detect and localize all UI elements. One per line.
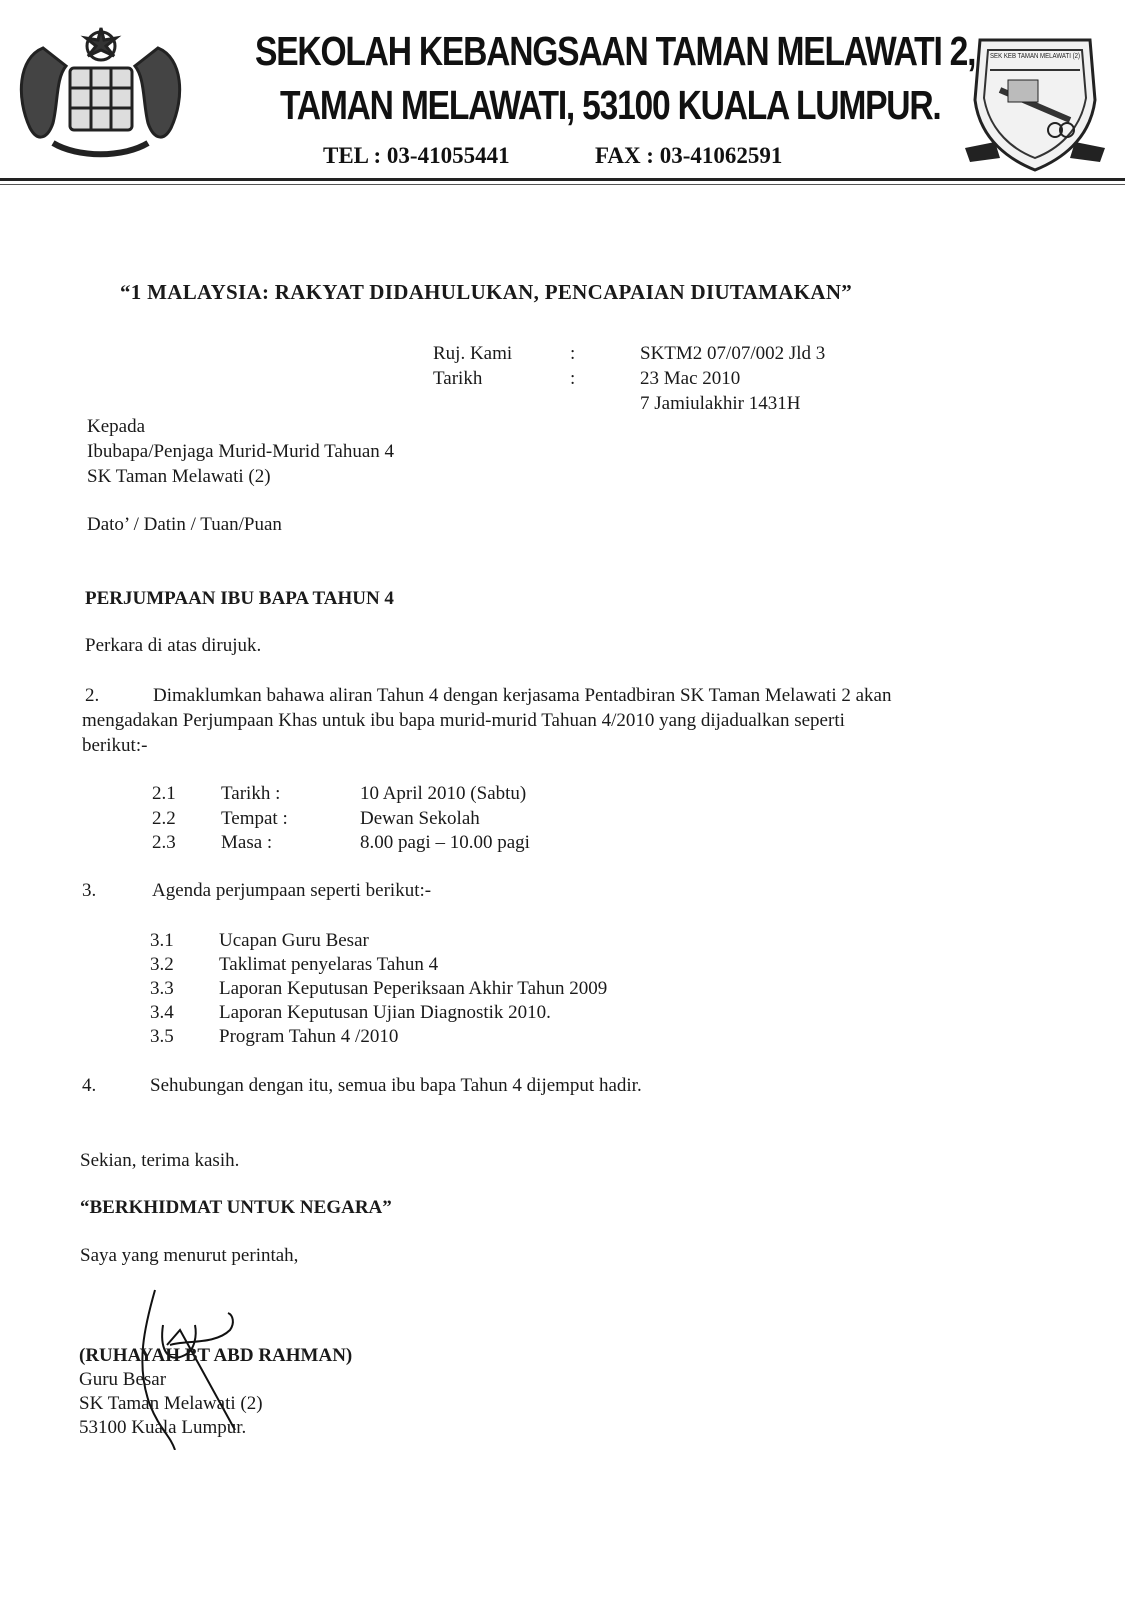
ref-label: Ruj. Kami (433, 343, 513, 364)
slogan: “1 MALAYSIA: RAKYAT DIDAHULUKAN, PENCAPAIAN DIUTAMAKAN” (120, 280, 853, 304)
agenda-number: 3.5 (150, 1026, 174, 1047)
date-value: 23 Mac 2010 (640, 368, 741, 389)
school-address: TAMAN MELAWATI, 53100 KUALA LUMPUR. (280, 82, 941, 128)
recipient-line: Ibubapa/Penjaga Murid-Murid Tahuan 4 (87, 441, 394, 462)
detail-number: 2.3 (152, 832, 176, 853)
letterhead-divider (0, 178, 1125, 181)
date-separator: : (570, 368, 576, 389)
agenda-item: Ucapan Guru Besar (219, 930, 369, 951)
para2-line: Dimaklumkan bahawa aliran Tahun 4 dengan kerjasama Pentadbiran SK Taman Melawati 2 akan (153, 685, 892, 706)
badge-text: SEK KEB TAMAN MELAWATI (2) (990, 53, 1080, 60)
letterhead-divider-thin (0, 184, 1125, 185)
para4-text: Sehubungan dengan itu, semua ibu bapa Tahun 4 dijemput hadir. (150, 1075, 642, 1096)
para2-number: 2. (85, 685, 100, 706)
agenda-number: 3.1 (150, 930, 174, 951)
agenda-item: Taklimat penyelaras Tahun 4 (219, 954, 439, 975)
agenda-number: 3.4 (150, 1002, 174, 1023)
sign-off: Saya yang menurut perintah, (80, 1245, 299, 1266)
recipient-label: Kepada (87, 416, 146, 437)
closing: Sekian, terima kasih. (80, 1150, 240, 1171)
detail-label: Tarikh : (221, 783, 281, 804)
signatory-title: Guru Besar (79, 1369, 167, 1390)
detail-value: Dewan Sekolah (360, 808, 480, 829)
ref-value: SKTM2 07/07/002 Jld 3 (640, 343, 826, 364)
para3-number: 3. (82, 880, 97, 901)
para2-line: berikut:- (82, 735, 148, 756)
opening-line: Perkara di atas dirujuk. (85, 635, 262, 656)
hijri-date: 7 Jamiulakhir 1431H (640, 393, 801, 414)
telephone-number: TEL : 03-41055441 (323, 143, 510, 168)
motto: “BERKHIDMAT UNTUK NEGARA” (80, 1197, 392, 1218)
school-name: SEKOLAH KEBANGSAAN TAMAN MELAWATI 2, (255, 28, 976, 74)
agenda-item: Laporan Keputusan Ujian Diagnostik 2010. (219, 1002, 551, 1023)
detail-number: 2.2 (152, 808, 176, 829)
school-badge-icon (960, 30, 1110, 180)
recipient-school: SK Taman Melawati (2) (87, 466, 271, 487)
fax-number: FAX : 03-41062591 (595, 143, 783, 168)
agenda-item: Program Tahun 4 /2010 (219, 1026, 399, 1047)
para4-number: 4. (82, 1075, 97, 1096)
detail-label: Masa : (221, 832, 273, 853)
detail-number: 2.1 (152, 783, 176, 804)
detail-label: Tempat : (221, 808, 288, 829)
detail-value: 8.00 pagi – 10.00 pagi (360, 832, 530, 853)
para3-text: Agenda perjumpaan seperti berikut:- (152, 880, 432, 901)
signatory-name: (RUHAYAH BT ABD RAHMAN) (79, 1345, 353, 1366)
malaysia-coat-of-arms-icon (8, 18, 193, 168)
agenda-number: 3.3 (150, 978, 174, 999)
date-label: Tarikh (433, 368, 483, 389)
subject: PERJUMPAAN IBU BAPA TAHUN 4 (85, 588, 394, 609)
salutation: Dato’ / Datin / Tuan/Puan (87, 514, 282, 535)
signatory-school: SK Taman Melawati (2) (79, 1393, 263, 1414)
detail-value: 10 April 2010 (Sabtu) (360, 783, 527, 804)
agenda-number: 3.2 (150, 954, 174, 975)
agenda-item: Laporan Keputusan Peperiksaan Akhir Tahun 2009 (219, 978, 608, 999)
signatory-city: 53100 Kuala Lumpur. (79, 1417, 247, 1438)
para2-line: mengadakan Perjumpaan Khas untuk ibu bapa murid-murid Tahuan 4/2010 yang dijadualkan seperti (82, 710, 845, 731)
ref-separator: : (570, 343, 576, 364)
